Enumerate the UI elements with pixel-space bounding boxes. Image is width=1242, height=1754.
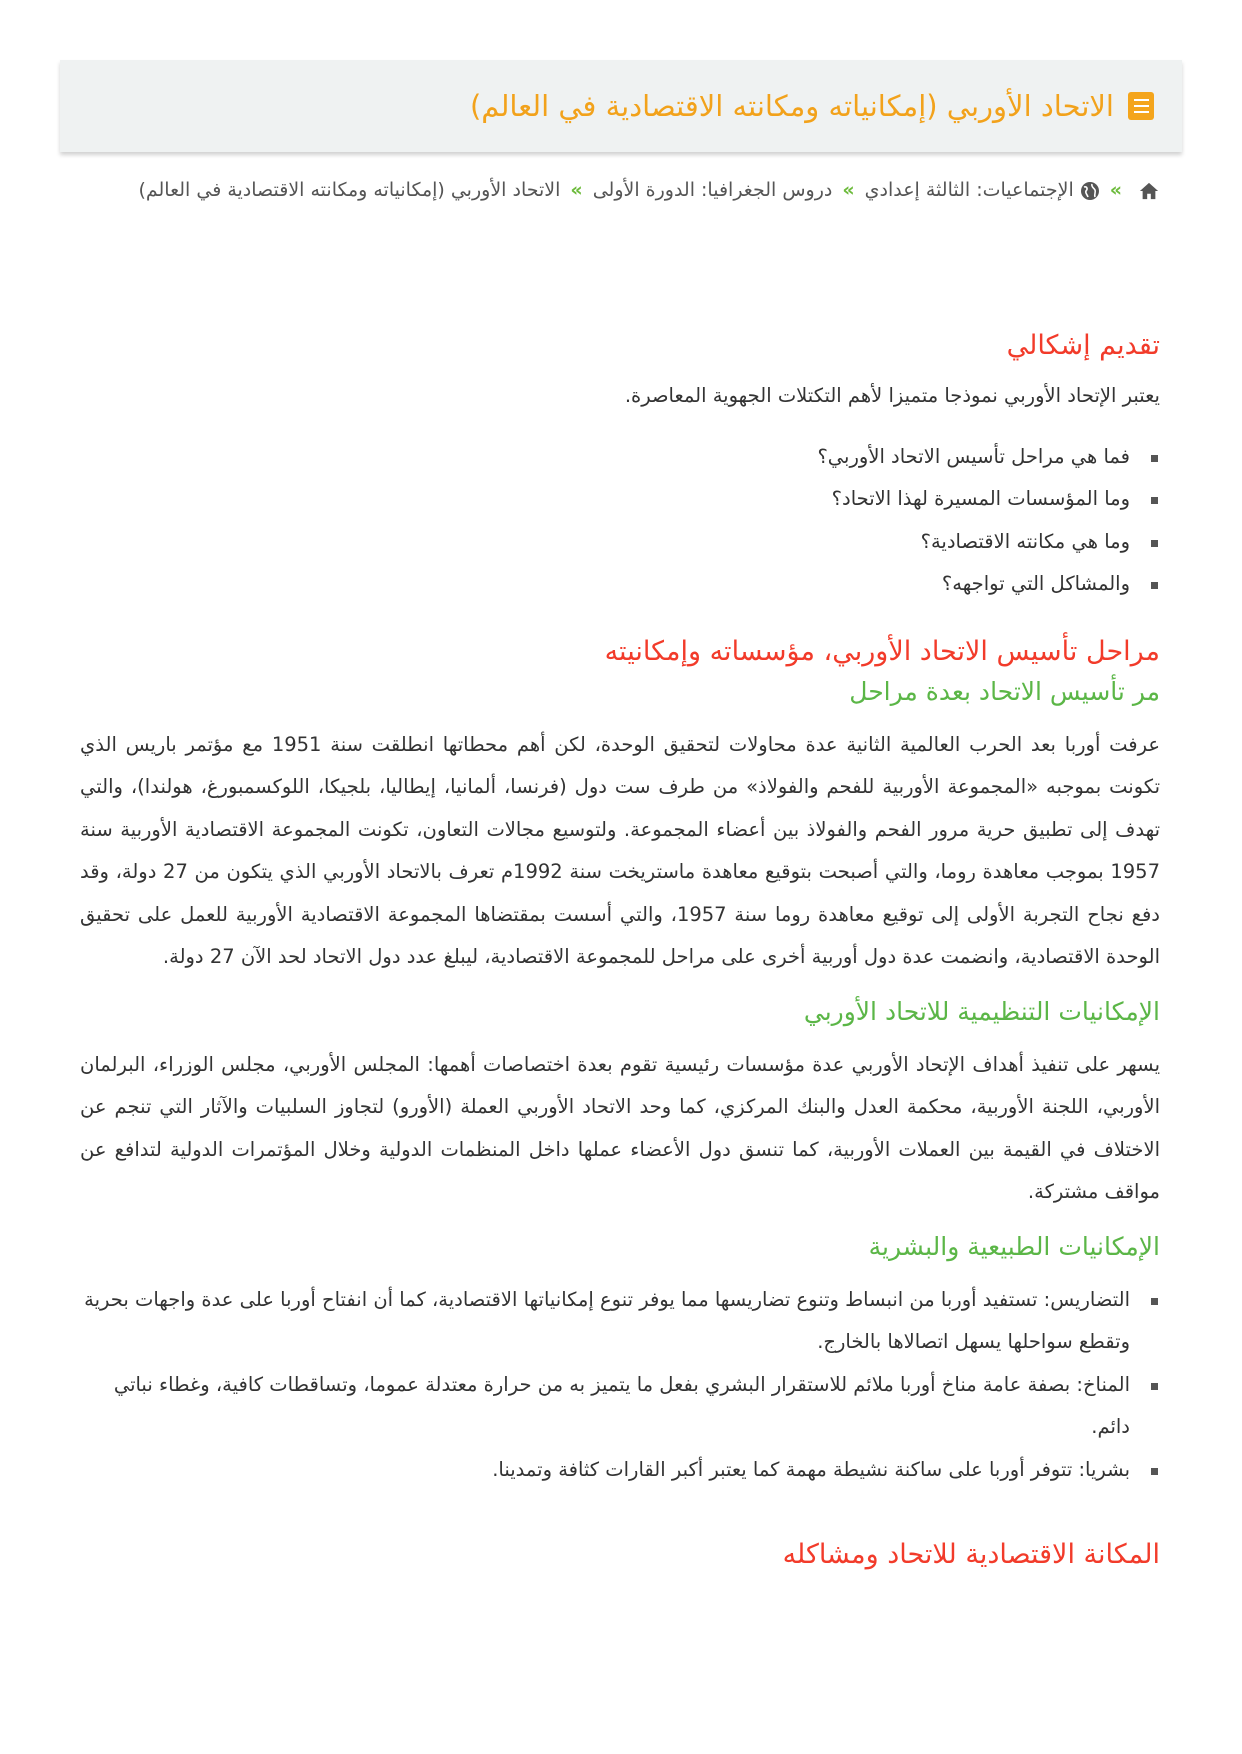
breadcrumb-link-social-studies[interactable]: الإجتماعيات: الثالثة إعدادي: [864, 179, 1074, 201]
intro-questions: [80, 436, 1160, 606]
subheading-natural-human: الإمكانيات الطبيعية والبشرية: [868, 1231, 1160, 1261]
breadcrumb-separator: »: [842, 179, 855, 201]
organizational-paragraph: يسهر على تنفيذ أهداف الإتحاد الأوربي عدة مؤسسات رئيسية تقوم بعدة اختصاصات أهمها: المجلس الأوربي، مجلس الوزراء، البرلمان الأوربي، اللجنة الأوربية، محكمة العدل والبنك المركزي، كما وحد الاتحاد الأوربي العملة (الأورو) لتجاوز السلبيات والآثار التي تنجم عن الاختلاف في القيمة بين العملات الأوربية، كما تنسق دول الأعضاء عملها داخل المنظمات الدولية وخلال المؤتمرات الدولية لتدافع عن مواقف مشتركة.: [80, 1052, 1160, 1203]
list-item: وما هي مكانته الاقتصادية؟: [80, 521, 1160, 564]
section-heading-economy: المكانة الاقتصادية للاتحاد ومشاكله: [782, 1539, 1160, 1570]
breadcrumb: [80, 168, 1160, 212]
subheading-stages: مر تأسيس الاتحاد بعدة مراحل: [849, 676, 1160, 706]
home-icon[interactable]: [1138, 181, 1160, 201]
list-item: التضاريس: تستفيد أوربا من انبساط وتنوع تضاريسها مما يوفر تنوع إمكانياتها الاقتصادية، كما أن انفتاح أوربا على عدة واجهات بحرية وتقطع سواحلها يسهل اتصالاها بالخارج.: [80, 1279, 1160, 1364]
breadcrumb-separator: »: [570, 179, 583, 201]
natural-human-list: [80, 1279, 1160, 1492]
globe-icon: [1080, 181, 1100, 201]
page-header: [60, 60, 1182, 152]
breadcrumb-current: الاتحاد الأوربي (إمكانياته ومكانته الاقتصادية في العالم): [138, 179, 561, 201]
stages-paragraph: عرفت أوربا بعد الحرب العالمية الثانية عدة محاولات لتحقيق الوحدة، لكن أهم محطاتها انطلقت سنة 1951 مع مؤتمر باريس الذي تكونت بموجبه «المجموعة الأوربية للفحم والفولاذ» من طرف ست دول (فرنسا، ألمانيا، إيطاليا، بلجيكا، اللوكسمبورغ، هولندا)، والتي تهدف إلى تطبيق حرية مرور الفحم والفولاذ بين أعضاء المجموعة. ولتوسيع مجالات التعاون، تكونت المجموعة الاقتصادية الأوربية سنة 1957 بموجب معاهدة روما، والتي أصبحت بتوقيع معاهدة ماستريخت سنة 1992م تعرف بالاتحاد الأوربي الذي يتكون من 27 دولة، وقد دفع نجاح التجربة الأولى إلى توقيع معاهدة روما سنة 1957، والتي أسست بمقتضاها المجموعة الاقتصادية الأوربية للعمل على تحقيق الوحدة الاقتصادية، وانضمت عدة دول أوربية أخرى على مراحل للمجموعة الاقتصادية، ليبلغ عدد دول الاتحاد لحد الآن 27 دولة.: [80, 732, 1161, 968]
page-title: الاتحاد الأوربي (إمكانياته ومكانته الاقتصادية في العالم): [469, 89, 1114, 123]
article-body: [80, 330, 1160, 1570]
subheading-organizational: الإمكانيات التنظيمية للاتحاد الأوربي: [803, 996, 1160, 1026]
list-item: والمشاكل التي تواجهه؟: [80, 563, 1160, 606]
list-item: وما المؤسسات المسيرة لهذا الاتحاد؟: [80, 478, 1160, 521]
breadcrumb-link-geography-lessons[interactable]: دروس الجغرافيا: الدورة الأولى: [592, 179, 833, 201]
list-item: المناخ: بصفة عامة مناخ أوربا ملائم للاستقرار البشري بفعل ما يتميز به من حرارة معتدلة عموما، وتساقطات كافية، وغطاء نباتي دائم.: [80, 1364, 1160, 1449]
list-item: بشريا: تتوفر أوربا على ساكنة نشيطة مهمة كما يعتبر أكبر القارات كثافة وتمدينا.: [80, 1449, 1160, 1492]
list-item: فما هي مراحل تأسيس الاتحاد الأوربي؟: [80, 436, 1160, 479]
section-heading-stages: مراحل تأسيس الاتحاد الأوربي، مؤسساته وإمكانيته: [604, 635, 1160, 667]
document-icon: [1128, 92, 1154, 120]
breadcrumb-separator: »: [1109, 179, 1122, 201]
intro-paragraph: يعتبر الإتحاد الأوربي نموذجا متميزا لأهم التكتلات الجهوية المعاصرة.: [624, 384, 1160, 407]
section-heading-intro: تقديم إشكالي: [1006, 330, 1160, 361]
